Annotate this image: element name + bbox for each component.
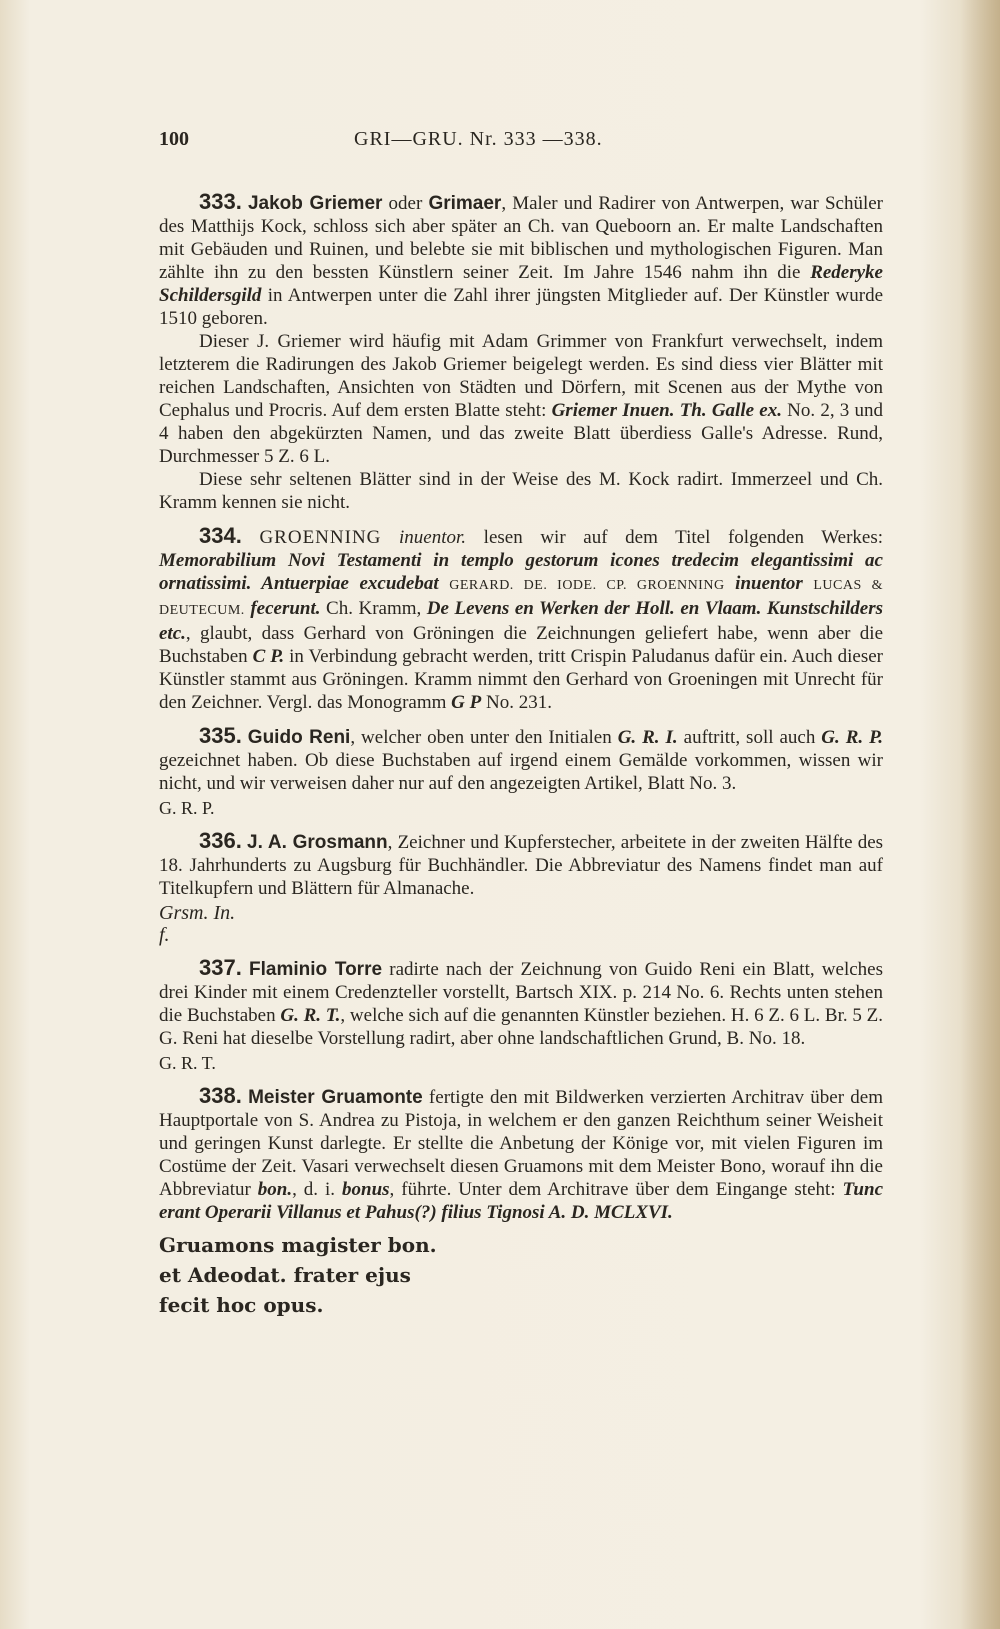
- entry-334-para-1: 334. GROENNING inuentor. lesen wir auf dem Titel folgenden Werkes: Memorabilium Novi Testamenti in templo gestorum icones tredecim elegantissimi ac ornatissimi. Antuerpiae excudebat GERARD. DE. IODE. CP. GROENNING inuentor LUCAS & DEUTECUM. fecerunt. Ch. Kramm, De Levens en Werken der Holl. en Vlaam. Kunstschilders etc., glaubt, dass Gerhard von Gröningen die Zeichnungen geliefert habe, wenn aber die Buchstaben C P. in Verbindung gebracht werden, tritt Crispin Paludanus dafür ein. Auch dieser Künstler stammt aus Gröningen. Kramm nimmt den Gerhard von Groeningen mit Unrecht für den Zeichner. Vergl. das Monogramm G P No. 231.: [159, 523, 884, 713]
- page-edge-shadow: [960, 0, 1000, 1629]
- entry-333-para-1: [159, 190, 883, 330]
- monogram: G. R. T.: [159, 1053, 216, 1073]
- guild-name: Rederyke Schildersgild: [159, 262, 883, 306]
- entry-text: , Maler und Radirer von Antwerpen, war Schüler des Matthijs Kock, schloss sich aber später an Ch. van Queboorn an. Er malte Landschaften mit Gebäuden und Ruinen, und belebte sie mit biblischen und mythologischen Figuren. Man zählte ihn zu den bessten Künstlern seiner Zeit. Im Jahre 1546 nahm ihn die: [159, 193, 883, 283]
- running-title: GRI—GRU. Nr. 333 —338.: [354, 128, 603, 150]
- artist-name: Guido Reni: [247, 727, 351, 748]
- page-number: 100: [159, 128, 189, 150]
- entry-333-para-2: Dieser J. Griemer wird häufig mit Adam Grimmer von Frankfurt verwechselt, indem letzterem die Radirungen des Jakob Griemer beigelegt werden. Es sind diess vier Blätter mit reichen Landschaften, Ansichten von Städten und Dörfern, mit Scenen aus der Mythe von Cephalus und Procris. Auf dem ersten Blatte steht: Griemer Inuen. Th. Galle ex. No. 2, 3 und 4 haben den abgekürzten Namen, und das zweite Blatt überdiess Galle's Adresse. Rund, Durchmesser 5 Z. 6 L.: [159, 331, 884, 467]
- entry-337: 337. Flaminio Torre radirte nach der Zeichnung von Guido Reni ein Blatt, welches drei Kinder mit einem Credenzteller vorstellt, Bartsch XIX. p. 214 No. 6. Rechts unten stehen die Buchstaben G. R. T., welche sich auf die genannten Künstler beziehen. H. 6 Z. 6 L. Br. 5 Z. G. Reni hat dieselbe Vorstellung radirt, aber ohne landschaftlichen Grund, B. No. 18. G. R. T.: [159, 955, 883, 1073]
- artist-name: GROENNING: [259, 527, 382, 548]
- artist-name: J. A. Grosmann: [247, 832, 388, 853]
- monogram-script: Grsm. In. f.: [159, 902, 236, 946]
- gothic-line: Gruamons magister bon.: [159, 1233, 437, 1257]
- book-title: Novi Testamenti in templo gestorum icones tredecim elegantissimi ac ornatissimi. Antuerpiae excudebat: [159, 550, 883, 594]
- gothic-line: fecit hoc opus.: [159, 1293, 324, 1317]
- entry-text: in Antwerpen unter die Zahl ihrer jüngsten Mitglieder auf. Der Künstler wurde 1510 geboren.: [159, 285, 883, 329]
- inscription: Griemer Inuen. Th. Galle ex.: [551, 400, 782, 421]
- text-block: [159, 128, 883, 1330]
- artist-name-italic: inuentor.: [399, 527, 467, 548]
- entry-number: 336.: [199, 828, 242, 853]
- entry-number: 333.: [199, 189, 242, 214]
- artist-name: Meister Gruamonte: [248, 1087, 423, 1108]
- entry-text: oder: [382, 193, 429, 214]
- inscription: Tunc erant Operarii Villanus et Pahus(?) filius Tignosi A. D. MCLXVI.: [159, 1179, 883, 1223]
- entry-number: 337.: [199, 955, 242, 980]
- gothic-line: et Adeodat. frater ejus: [159, 1263, 411, 1287]
- entry-333-para-3: Diese sehr seltenen Blätter sind in der Weise des M. Kock radirt. Immerzeel und Ch. Kramm kennen sie nicht.: [159, 469, 883, 513]
- artist-name: Jakob Griemer: [247, 193, 383, 214]
- entry-333: [159, 190, 883, 514]
- entry-335: 335. Guido Reni, welcher oben unter den Initialen G. R. I. auftritt, soll auch G. R. P. gezeichnet haben. Ob diese Buchstaben auf irgend einem Gemälde vorkommen, wissen wir nicht, und wir verweisen daher nur auf den angezeigten Artikel, Blatt No. 3. G. R. P.: [159, 723, 884, 818]
- entry-334: [159, 524, 883, 714]
- monogram: G. R. P.: [159, 798, 215, 818]
- artist-name-alt: Grimaer: [428, 193, 502, 214]
- gothic-inscription: [159, 1230, 883, 1320]
- entry-338: 338. Meister Gruamonte fertigte den mit Bildwerken verzierten Architrav über dem Hauptportale von S. Andrea zu Pistoja, in welchem er den ganzen Reichthum seiner Weisheit und geringen Kunst darlegte. Er stellte die Anbetung der Könige vor, mit vielen Figuren im Costüme der Zeit. Vasari verwechselt diesen Gruamons mit dem Meister Bono, worauf ihn die Abbreviatur bon., d. i. bonus, führte. Unter dem Architrave über dem Eingange steht: Tunc erant Operarii Villanus et Pahus(?) filius Tignosi A. D. MCLXVI. Gruamons magister bon. et Adeodat. frater ejus fecit hoc opus.: [159, 1084, 883, 1320]
- artist-name: Flaminio Torre: [249, 959, 383, 980]
- entry-number: 334.: [199, 523, 242, 548]
- running-head: [159, 128, 883, 154]
- reference-title: De Levens en Werken der Holl. en Vlaam. Kunstschilders etc.: [159, 598, 883, 644]
- entry-number: 335.: [199, 723, 242, 748]
- entry-number: 338.: [199, 1083, 242, 1108]
- entry-336: 336. J. A. Grosmann, Zeichner und Kupferstecher, arbeitete in der zweiten Hälfte des 18. Jahrhunderts zu Augsburg für Buchhändler. Die Abbreviatur des Namens findet man auf Titelkupfern und Blättern für Almanache. Grsm. In. f.: [159, 828, 884, 946]
